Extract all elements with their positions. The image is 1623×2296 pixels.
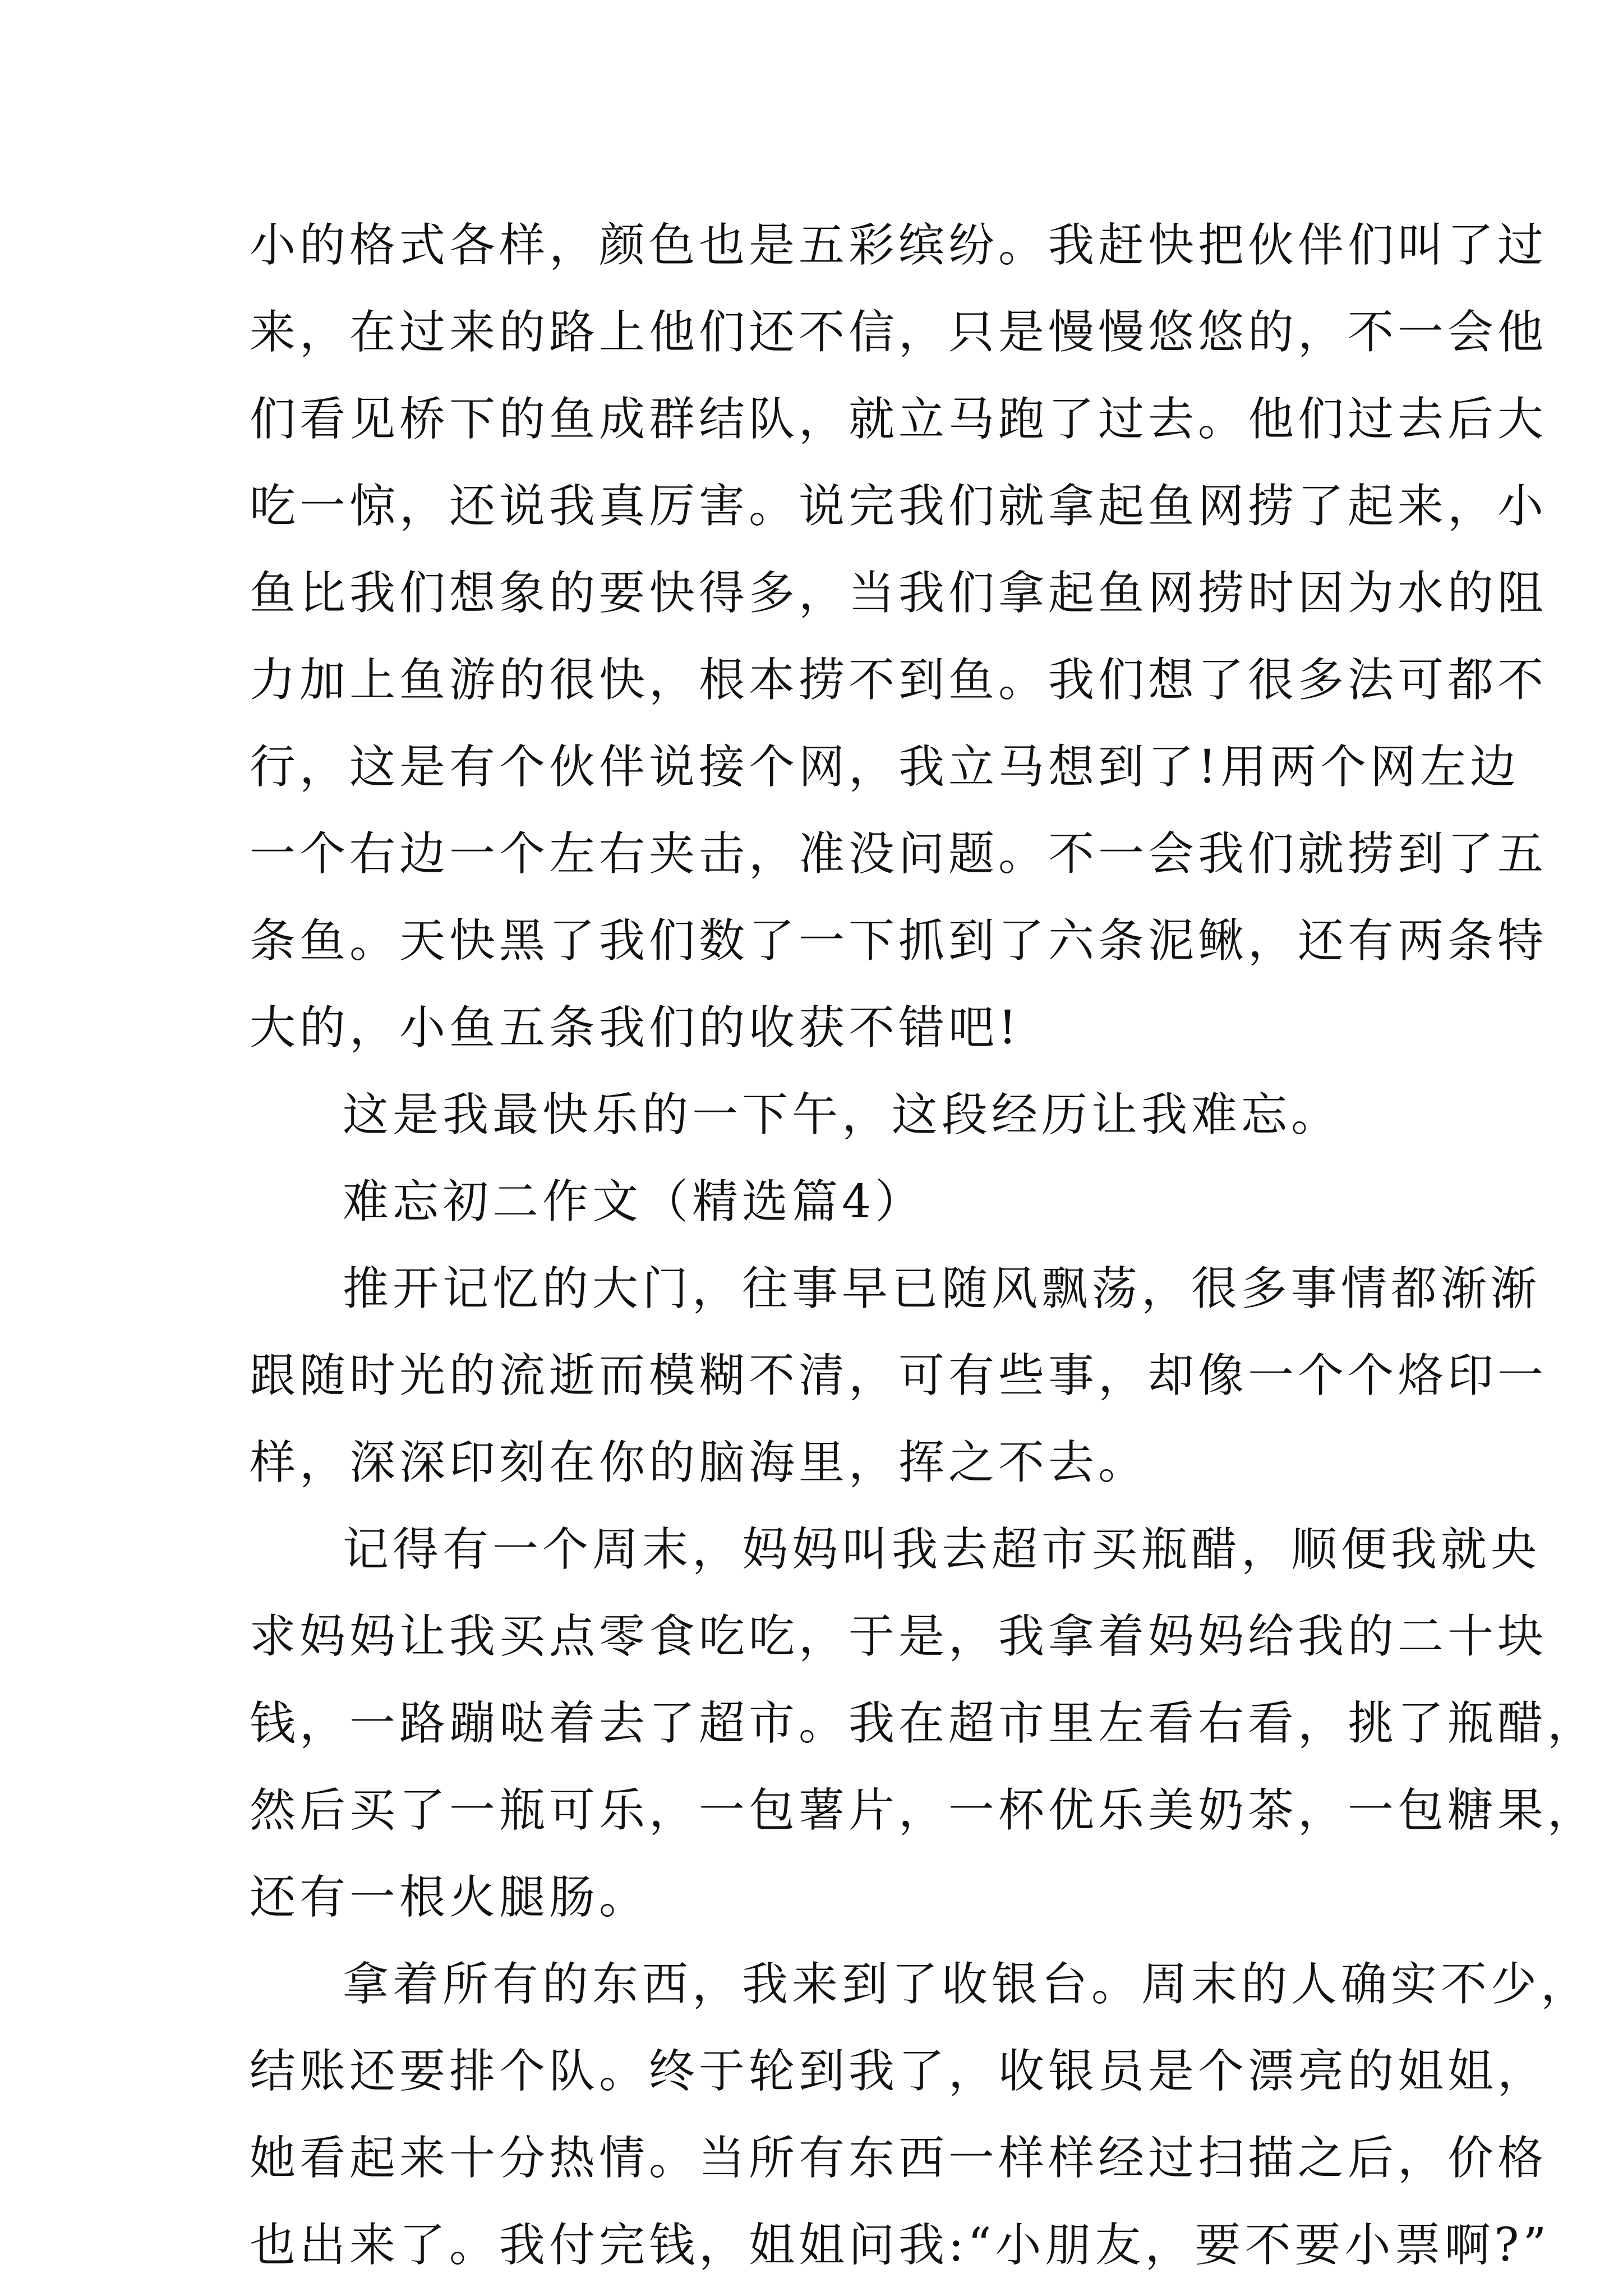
text-line: 求妈妈让我买点零食吃吃，于是，我拿着妈妈给我的二十块 (250, 1610, 1548, 1663)
text-line: 行，这是有个伙伴说接个网，我立马想到了!用两个网左边 (250, 740, 1520, 794)
text-line: 力加上鱼游的很快，根本捞不到鱼。我们想了很多法可都不 (250, 654, 1548, 707)
text-line: 条鱼。天快黑了我们数了一下抓到了六条泥鳅，还有两条特 (250, 914, 1548, 968)
text-line: 样，深深印刻在你的脑海里，挥之不去。 (250, 1436, 1149, 1489)
text-line: 们看见桥下的鱼成群结队，就立马跑了过去。他们过去后大 (250, 393, 1548, 446)
body-text (250, 202, 1598, 2289)
text-line: 钱，一路蹦哒着去了超市。我在超市里左看右看，挑了瓶醋， (250, 1697, 1598, 1750)
text-line: 难忘初二作文（精选篇4） (343, 1175, 925, 1228)
text-line: 拿着所有的东西，我来到了收银台。周末的人确实不少， (343, 1958, 1591, 2011)
text-line: 还有一根火腿肠。 (250, 1871, 649, 1924)
text-line: 一个右边一个左右夹击，准没问题。不一会我们就捞到了五 (250, 827, 1548, 881)
text-line: 她看起来十分热情。当所有东西一样样经过扫描之后，价格 (250, 2132, 1548, 2185)
text-line: 大的，小鱼五条我们的收获不错吧! (250, 1001, 1021, 1055)
text-line: 来，在过来的路上他们还不信，只是慢慢悠悠的，不一会他 (250, 306, 1548, 359)
text-line: 这是我最快乐的一下午，这段经历让我难忘。 (343, 1088, 1341, 1142)
text-line: 结账还要排个队。终于轮到我了，收银员是个漂亮的姐姐， (250, 2045, 1548, 2098)
text-line: 然后买了一瓶可乐，一包薯片，一杯优乐美奶茶，一包糖果， (250, 1784, 1598, 1837)
text-line: 跟随时光的流逝而模糊不清，可有些事，却像一个个烙印一 (250, 1349, 1548, 1402)
text-line: 也出来了。我付完钱，姐姐问我:“小朋友，要不要小票啊?” (250, 2219, 1551, 2272)
text-line: 推开记忆的大门，往事早已随风飘荡，很多事情都渐渐 (343, 1262, 1541, 1315)
text-line: 鱼比我们想象的要快得多，当我们拿起鱼网捞时因为水的阻 (250, 567, 1548, 620)
text-line: 小的格式各样，颜色也是五彩缤纷。我赶快把伙伴们叫了过 (250, 219, 1548, 272)
text-line: 吃一惊，还说我真厉害。说完我们就拿起鱼网捞了起来，小 (250, 480, 1548, 533)
text-line: 记得有一个周末，妈妈叫我去超市买瓶醋，顺便我就央 (343, 1523, 1541, 1576)
